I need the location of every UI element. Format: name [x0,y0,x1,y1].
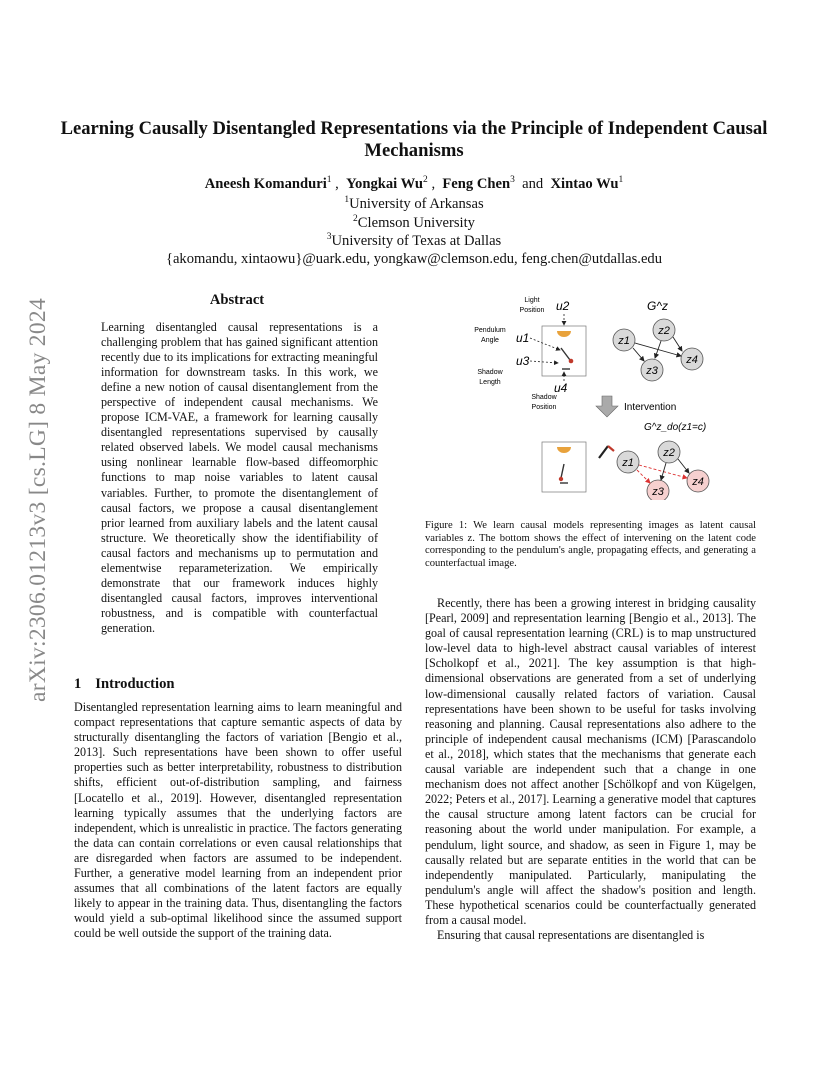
node-z3: z3 [652,486,664,498]
author-affil-mark: 1 [326,175,332,186]
section-number: 1 [74,676,82,692]
arxiv-identifier: arXiv:2306.01213v3 [cs.LG] 8 May 2024 [25,298,51,703]
affiliation: $^3$University of Texas at Dallas [326,232,502,249]
affiliation: $^1$University of Arkansas [344,195,484,212]
figure-caption: Figure 1: We learn causal models representing images as latent causal variables z. The bottom shows the effect of intervening on the latent code corresponding to the pendulum's angle, propagating effects, and generating a counterfactual image. [425,520,756,569]
label-graph-do: G^z_do(z1=c) [644,422,707,433]
node-z1: z1 [618,335,630,347]
author-name: Xintao Wu [550,176,619,192]
author-affil-mark: 1 [618,175,624,186]
label-shadow-position: Shadow [531,394,557,401]
label-u2: u2 [556,299,570,313]
author-conjunction: and [522,176,544,192]
figure-1 [468,290,738,500]
label-pendulum-angle: Angle [481,337,499,344]
paragraph-continued: Ensuring that causal representations are disentangled is [437,928,705,943]
affiliation: $^2$Clemson University [353,214,475,231]
node-z3: z3 [646,365,658,377]
paper-title: Learning Causally Disentangled Representations via the Principle of Independent Causal Mechanisms [60,118,768,161]
label-u3: u3 [516,354,530,368]
label-intervention: Intervention [624,402,677,413]
node-z4: z4 [686,354,698,366]
label-light-position: Light [524,297,540,304]
intervention-arrow [596,396,618,417]
section-title: Introduction [95,676,175,692]
intro-paragraph: Disentangled representation learning aims to learn meaningful and compact representations that capture semantic aspects of data by structurally disentangling the factors of variation [Bengio et al., 2013]. Such representations have been shown to offer useful properties such as better interpretability, robustness to distribution shifts, efficient out-of-distribution sampling, and fairness [Locatello et al., 2019]. However, disentangled representation learning typically assumes that the underlying factors are independent, which is unrealistic in practice. The factors generating the data can contain correlations or even causal relationships that are disregarded when factors are assumed to be independent. Further, a generative model learning from an independent prior assumes that all combinations of the latent factors are equally likely to appear in the training data. Thus, disentangling the factors would yield a sub-optimal likelihood since the assumed support could be well outside the support of the training data. [74,700,402,941]
label-shadow-position: Position [531,404,557,411]
author-emails: {akomandu, xintaowu}@uark.edu, yongkaw@clemson.edu, feng.chen@utdallas.edu [165,251,663,267]
author-affil-mark: 3 [510,175,515,186]
author-name: Feng Chen [442,176,511,192]
label-shadow-length: Length [479,379,501,386]
node-z2: z2 [658,325,670,337]
abstract-text: Learning disentangled causal representations is a challenging problem that has gained significant attention recently due to its implications for extracting meaningful information for downstream tasks. In this work, we define a new notion of causal disentanglement from the perspective of independent causal mechanisms. We propose ICM-VAE, a framework for learning causally disentangled representations supervised by causally related observed labels. We model causal mechanisms using nonlinear learnable flow-based diffeomorphic functions to map noise variables to latent causal variables. Further, to promote the disentanglement of causal factors, we propose a causal disentanglement prior learned from auxiliary labels and the latent causal structure. We theoretically show the identifiability of causal factors and mechanisms up to permutation and elementwise reparameterization. We empirically demonstrate that our framework induces highly disentangled causal factors, improves interventional robustness, and is compatible with counterfactual generation. [101,320,378,635]
paragraph: Recently, there has been a growing interest in bridging causality [Pearl, 2009] and representation learning [Bengio et al., 2013]. The goal of causal representation learning (CRL) is to map unstructured low-level data to high-level abstract causal variables of interest [Scholkopf et al., 2021]. The key assumption is that high-dimensional observations are generated from a set of underlying low-dimensional causally related factors of variation. Causal representations have been shown to be useful for tasks involving reasoning and planning. Causal representations also adhere to the principle of independent causal mechanisms (ICM) [Parascandolo et al., 2018], which states that the mechanisms that generate each causal variable are independent such that a change in one mechanism does not affect another [Schölkopf and von Kügelgen, 2022; Peters et al., 2017]. Learning a generative model that captures the causal structure among latent factors can be crucial for reasoning about the world under manipulation. For example, a pendulum, light source, and shadow, as seen in Figure 1, may be causally related but are separate entities in the world that can be independently manipulated. Particularly, manipulating the pendulum's angle will affect the shadow's position and length. These hypothetical scenarios could be counterfactually generated from a causal model. [425,596,756,927]
author-affil-mark: 2 [423,175,428,186]
label-u4: u4 [554,381,568,395]
abstract-heading: Abstract [209,292,265,308]
label-light-position: Position [519,307,545,314]
node-z2: z2 [663,447,675,459]
section-heading [74,676,189,693]
label-shadow-length: Shadow [477,369,503,376]
label-u1: u1 [516,331,530,345]
label-graph: G^z [647,299,668,313]
author-name: Yongkai Wu [346,176,424,192]
label-pendulum-angle: Pendulum [474,327,506,334]
node-z1: z1 [622,457,634,469]
author-name: Aneesh Komanduri [204,176,327,192]
intro-paragraph-col2 [425,596,756,943]
author-list: Aneesh Komanduri$^1$ , Yongkai Wu$^2$ , Feng Chen$^3$ and Xintao Wu$^1$ [204,175,624,192]
node-z4: z4 [692,476,704,488]
